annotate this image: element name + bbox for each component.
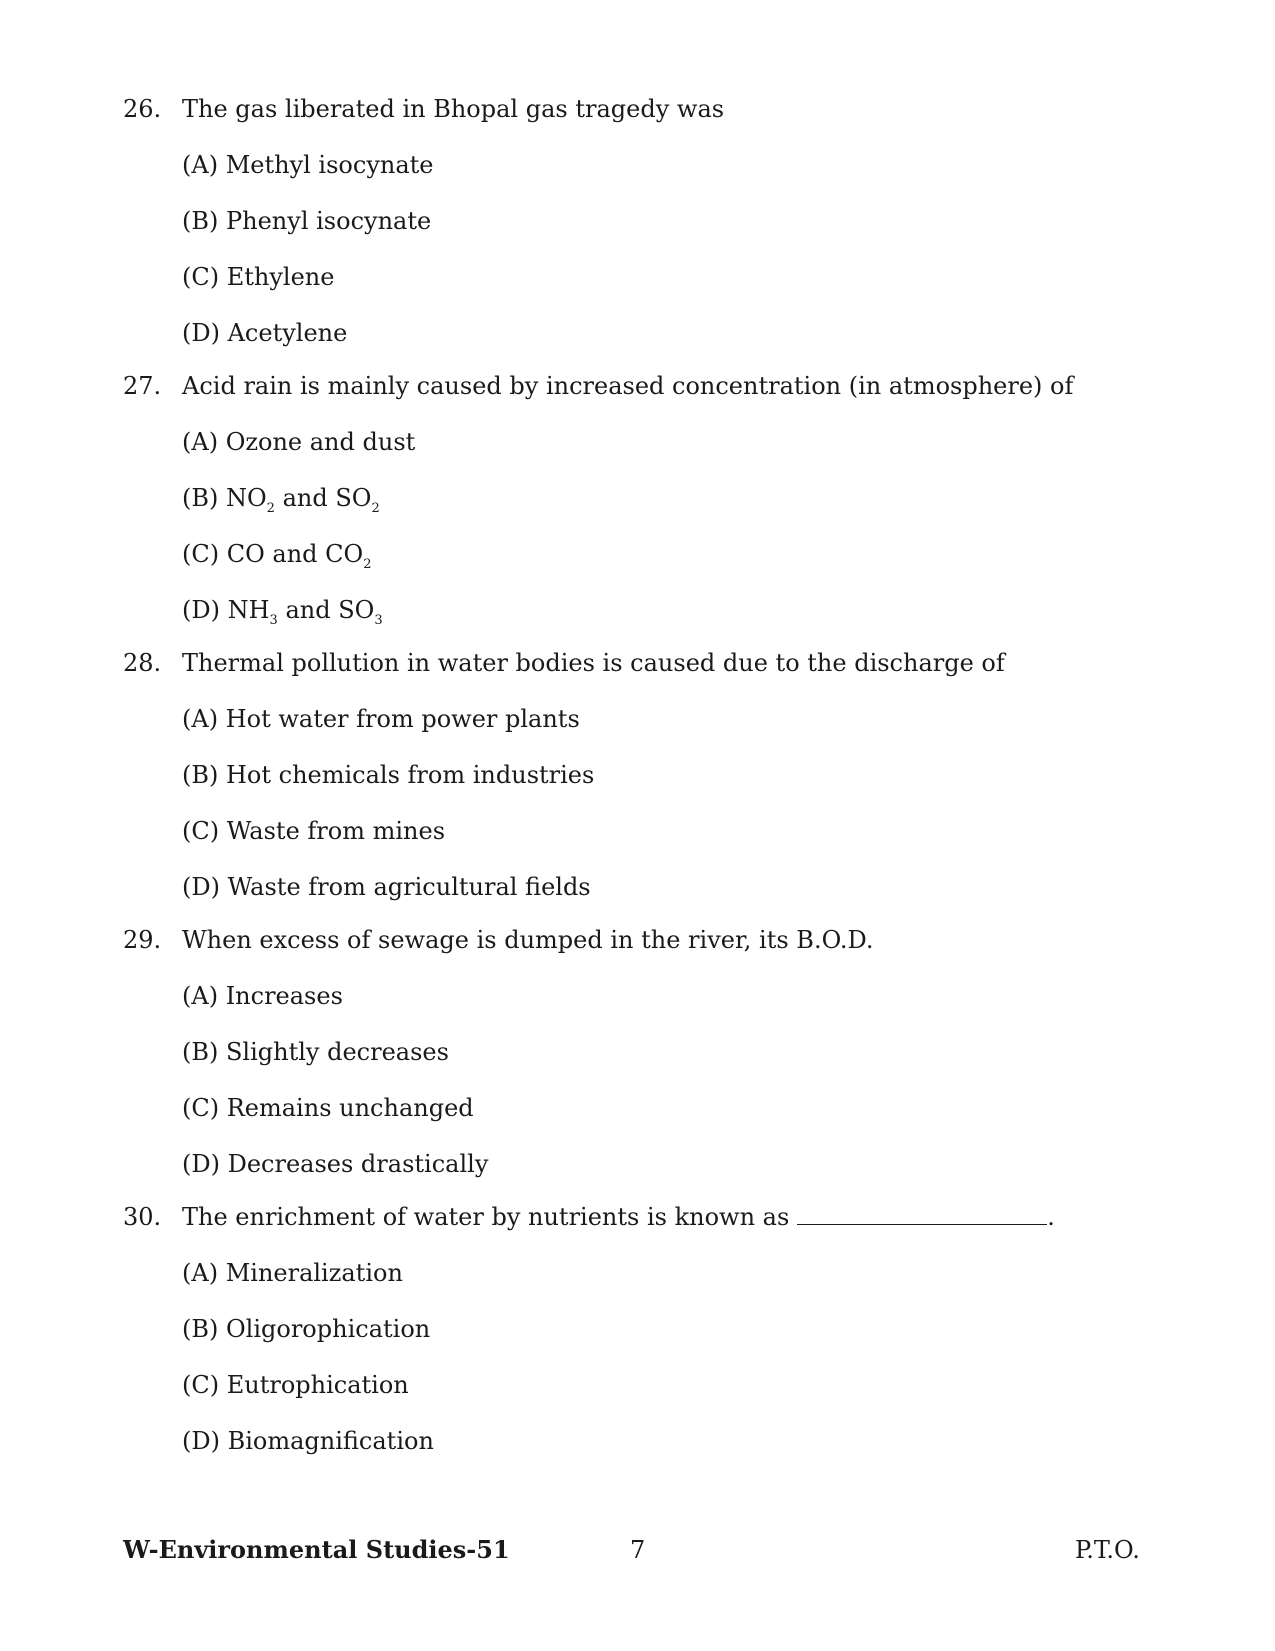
option-d: (D) Biomagnification	[182, 1427, 434, 1455]
pto-label: P.T.O.	[1075, 1536, 1140, 1564]
question-text-with-blank	[182, 1189, 1055, 1245]
paper-code: W-Environmental Studies-51	[123, 1535, 510, 1564]
question-number: 29.	[123, 926, 162, 954]
option-a: (A) Hot water from power plants	[182, 705, 580, 733]
option-b: (B) $NO_2$ and $SO_2$	[182, 484, 380, 516]
question-number: 28.	[123, 649, 162, 677]
option-c: (C) Ethylene	[182, 263, 335, 291]
option-c: (C) Waste from mines	[182, 817, 446, 845]
question-stem	[0, 81, 1275, 137]
question-28	[0, 635, 1275, 915]
question-29	[0, 912, 1275, 1192]
option-d: (D) Acetylene	[182, 319, 348, 347]
chem-subscript: 2	[266, 501, 275, 516]
question-number: 27.	[123, 372, 162, 400]
option-d: (D) Waste from agricultural fields	[182, 873, 591, 901]
answer-blank	[797, 1202, 1047, 1225]
option-c: (C) Remains unchanged	[182, 1094, 474, 1122]
question-text: When excess of sewage is dumped in the river, its B.O.D.	[182, 926, 874, 954]
option-a: (A) Ozone and dust	[182, 428, 416, 456]
question-30	[0, 1189, 1275, 1469]
option-a: (A) Increases	[182, 982, 343, 1010]
question-number: 26.	[123, 95, 162, 123]
option-c: (C) Eutrophication	[182, 1371, 409, 1399]
option-c: (C) CO and $CO_2$	[182, 540, 372, 572]
option-b: (B) Hot chemicals from industries	[182, 761, 595, 789]
option-d: (D) $NH_3$ and $SO_3$	[182, 596, 383, 628]
question-text: The enrichment of water by nutrients is known as	[182, 1203, 790, 1231]
question-stem	[0, 358, 1275, 414]
chem-subscript: 2	[371, 501, 380, 516]
chem-subscript: 3	[269, 613, 278, 628]
option-b: (B) Phenyl isocynate	[182, 207, 432, 235]
page-footer	[0, 1530, 1275, 1570]
option-a: (A) Methyl isocynate	[182, 151, 434, 179]
chem-subscript: 2	[363, 557, 372, 572]
question-text-end: .	[1047, 1203, 1055, 1231]
question-text: The gas liberated in Bhopal gas tragedy was	[182, 95, 725, 123]
question-27	[0, 358, 1275, 638]
option-b: (B) Slightly decreases	[182, 1038, 449, 1066]
question-text: Acid rain is mainly caused by increased concentration (in atmosphere) of	[182, 372, 1074, 400]
page-number: 7	[630, 1536, 646, 1564]
question-26	[0, 81, 1275, 361]
question-text: Thermal pollution in water bodies is caused due to the discharge of	[182, 649, 1005, 677]
option-d: (D) Decreases drastically	[182, 1150, 489, 1178]
question-stem	[0, 912, 1275, 968]
question-number: 30.	[123, 1203, 162, 1231]
question-stem	[0, 1189, 1275, 1245]
option-b: (B) Oligorophication	[182, 1315, 431, 1343]
option-a: (A) Mineralization	[182, 1259, 403, 1287]
chem-subscript: 3	[374, 613, 383, 628]
question-stem	[0, 635, 1275, 691]
